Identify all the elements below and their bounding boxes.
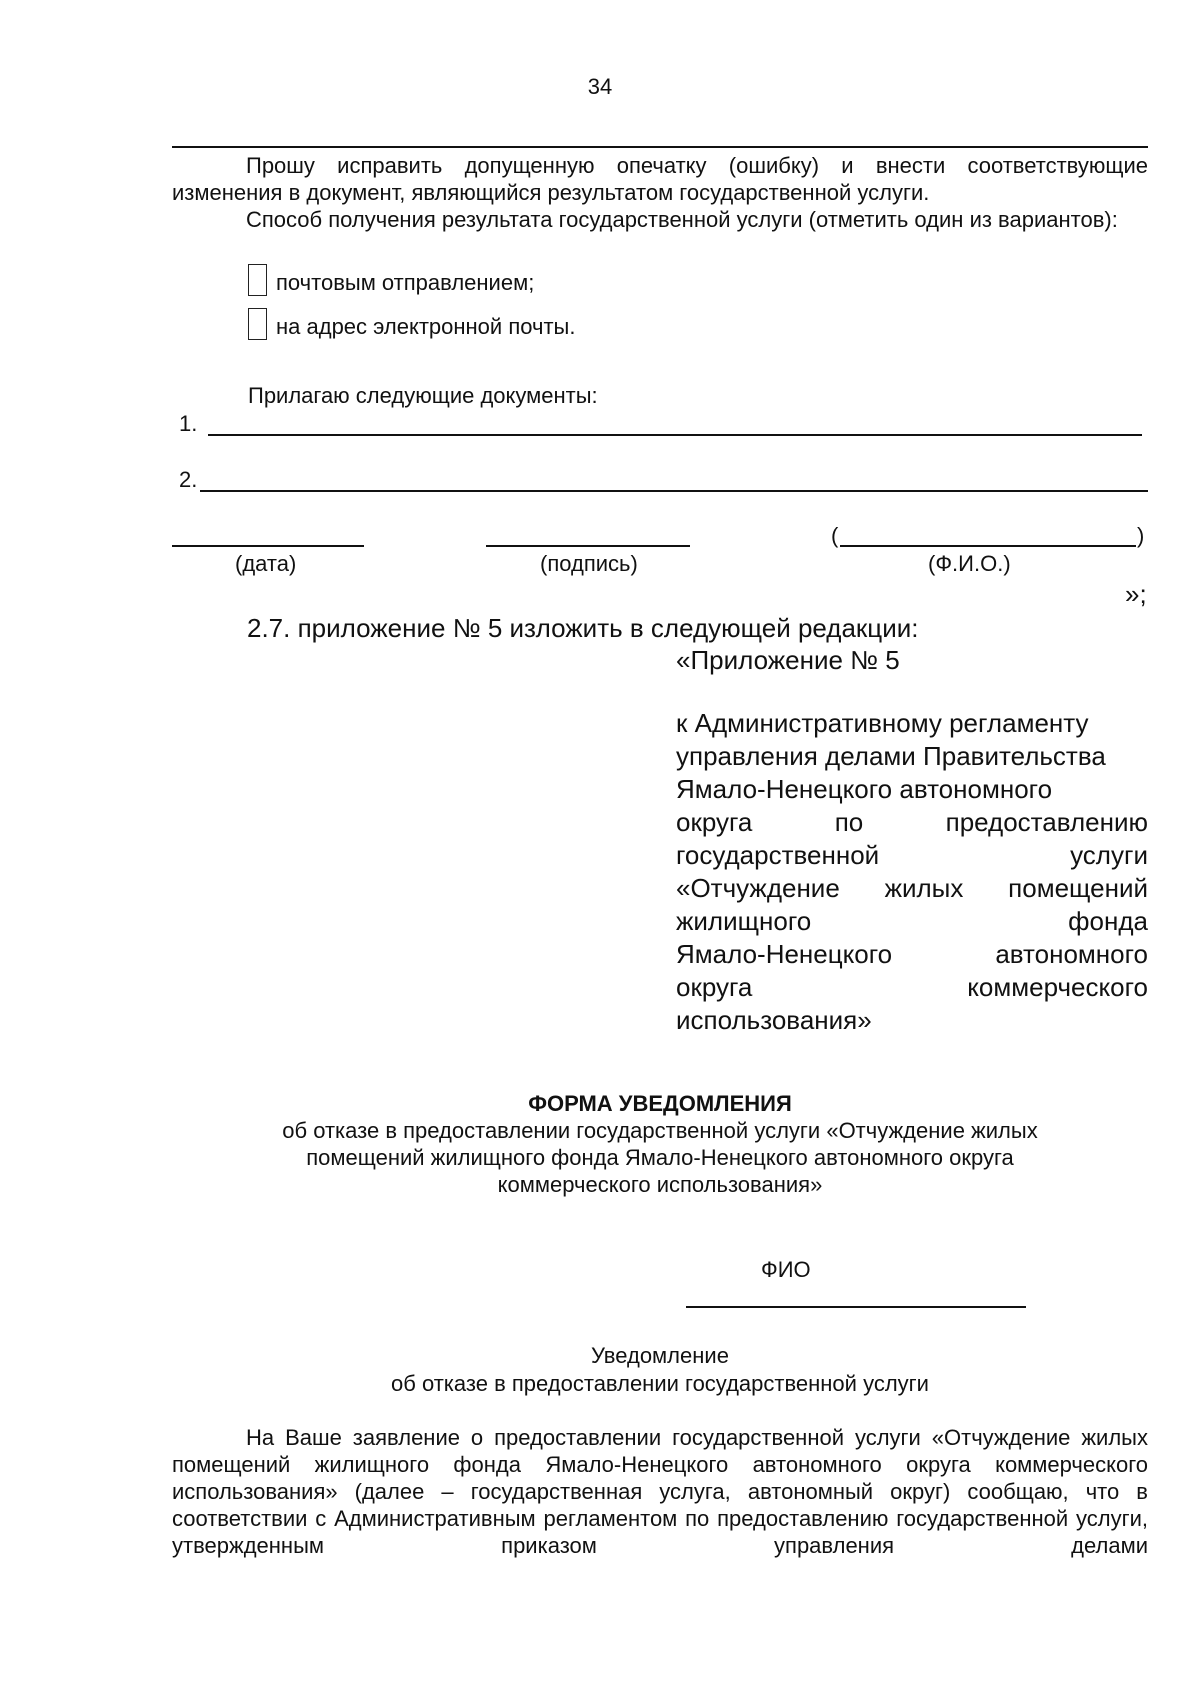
signature-caption: (подпись)	[540, 551, 638, 576]
form-subtitle-3: коммерческого использования»	[497, 1172, 823, 1197]
page-number: 34	[587, 74, 613, 99]
option-post[interactable]	[248, 264, 534, 296]
date-line[interactable]	[172, 545, 364, 547]
form-subtitle-1: об отказе в предоставлении государственной услуги «Отчуждение жилых	[282, 1118, 1038, 1143]
recipient-fio-label: ФИО	[761, 1257, 811, 1282]
closing-quote: »;	[1125, 579, 1147, 609]
section-2-7: 2.7. приложение № 5 изложить в следующей редакции:	[247, 613, 919, 643]
fio-caption: (Ф.И.О.)	[928, 551, 1011, 576]
appendix-line: к Административному регламенту	[676, 708, 1089, 738]
checkbox-email[interactable]	[248, 308, 267, 340]
appendix-line: «Отчуждение жилых помещений	[676, 873, 1148, 903]
attach-item-2-number: 2.	[179, 467, 198, 492]
request-paragraph: Прошу исправить допущенную опечатку (ошибку) и внести соответствующие изменения в документ, являющийся результатом государственной услуги.	[172, 153, 1148, 205]
delivery-method-paragraph: Способ получения результата государственной услуги (отметить один из вариантов):	[246, 207, 1118, 232]
notice-body: На Ваше заявление о предоставлении государственной услуги «Отчуждение жилых помещений жилищного фонда Ямало-Ненецкого автономного округа коммерческого использования» (далее – государственная услуга, автономный округ) сообщаю, что в соответствии с Административным регламентом по предоставлению государственной услуги, утвержденным приказом управления делами	[172, 1425, 1148, 1558]
appendix-line: округа коммерческого	[676, 972, 1148, 1002]
appendix-line: округа по предоставлению	[676, 807, 1148, 837]
appendix-line: использования»	[676, 1005, 872, 1035]
appendix-title: «Приложение № 5	[676, 645, 900, 675]
appendix-line: Ямало-Ненецкого автономного	[676, 774, 1053, 804]
top-rule	[172, 146, 1148, 148]
notice-title: Уведомление	[591, 1343, 729, 1368]
appendix-line: управления делами Правительства	[676, 741, 1106, 771]
notice-subtitle: об отказе в предоставлении государственной услуги	[391, 1371, 929, 1396]
form-subtitle-2: помещений жилищного фонда Ямало-Ненецкого автономного округа	[306, 1145, 1014, 1170]
form-heading: ФОРМА УВЕДОМЛЕНИЯ	[528, 1091, 792, 1116]
attach-item-1-number: 1.	[179, 411, 198, 436]
appendix-line: жилищного фонда	[676, 906, 1148, 936]
attach-item-2-line[interactable]	[200, 490, 1148, 492]
signature-line[interactable]	[486, 545, 690, 547]
date-caption: (дата)	[235, 551, 297, 576]
option-email-label: на адрес электронной почты.	[276, 314, 576, 339]
appendix-line: Ямало-Ненецкого автономного	[676, 939, 1148, 969]
checkbox-post[interactable]	[248, 264, 267, 296]
appendix-line: государственной услуги	[676, 840, 1148, 870]
fio-paren-open: (	[831, 523, 839, 548]
option-email[interactable]	[248, 308, 575, 340]
attach-label: Прилагаю следующие документы:	[248, 383, 598, 408]
fio-paren-close: )	[1137, 523, 1145, 548]
appendix-reference	[676, 707, 1148, 1037]
attach-item-1-line[interactable]	[208, 434, 1142, 436]
fio-line[interactable]	[840, 545, 1136, 547]
option-post-label: почтовым отправлением;	[276, 270, 535, 295]
recipient-fio-line[interactable]	[686, 1306, 1026, 1308]
